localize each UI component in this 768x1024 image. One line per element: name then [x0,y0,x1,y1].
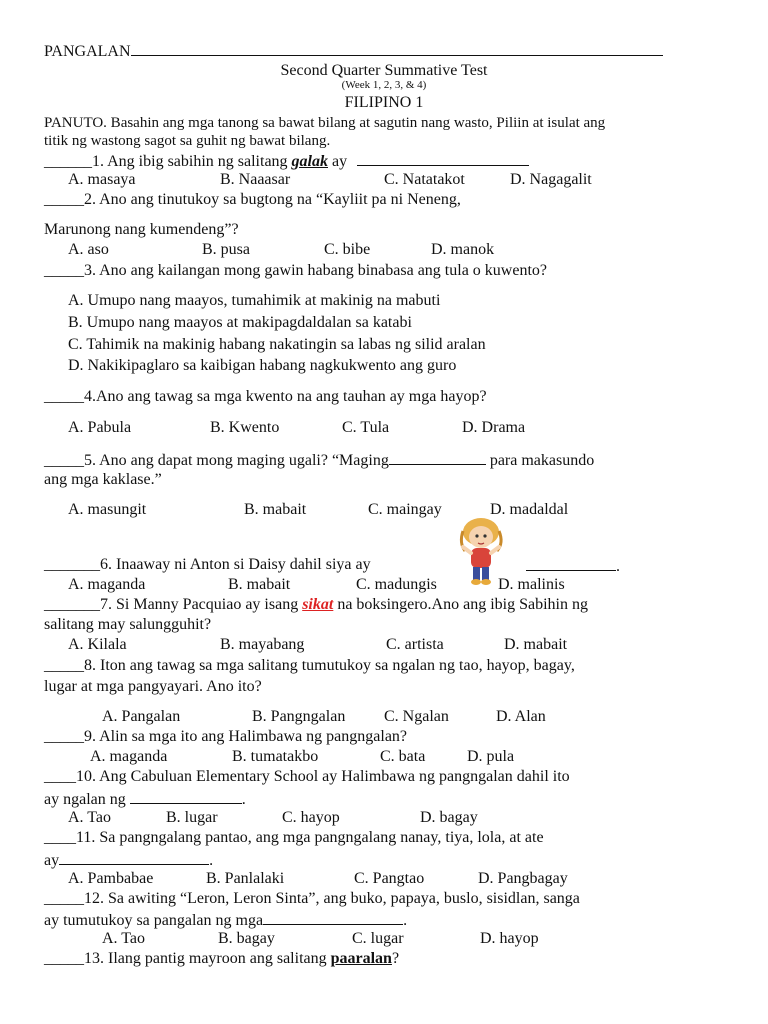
question-9 [44,727,407,747]
q10-option-d[interactable]: D. bagay [420,809,478,826]
answer-blank[interactable]: _____ [44,388,84,405]
q5-option-a[interactable]: A. masungit [68,501,147,518]
question-11-line-2: ay . [44,849,213,871]
q11-option-c[interactable]: C. Pangtao [354,870,425,887]
keyword: sikat [302,596,334,613]
answer-blank[interactable]: ______ [44,153,92,170]
question-12 [44,889,580,909]
fill-blank[interactable] [389,449,486,465]
question-5-line-2: ang mga kaklase.” [44,471,162,488]
fill-blank[interactable] [59,849,209,865]
instructions-line-2: titik ng wastong sagot sa guhit ng bawat bilang. [44,133,331,149]
q4-option-d[interactable]: D. Drama [462,419,526,436]
question-6-end: . [526,555,620,577]
q7-option-d[interactable]: D. mabait [504,636,568,653]
fill-blank[interactable] [526,555,616,571]
q3-option-b[interactable]: B. Umupo nang maayos at makipagdaldalan sa katabi [68,314,412,331]
answer-blank[interactable]: _____ [44,191,84,208]
answer-blank[interactable]: _____ [44,262,84,279]
answer-blank[interactable]: _____ [44,950,84,967]
question-10-line-2: ay ngalan ng . [44,788,246,810]
q12-option-c[interactable]: C. lugar [352,930,404,947]
question-text: 7. Si Manny Pacquiao ay isang [100,596,303,613]
question-text: 9. Alin sa mga ito ang Halimbawa ng pangngalan? [84,728,408,745]
keyword: galak [291,153,328,170]
q12-option-d[interactable]: D. hayop [480,930,539,947]
question-text: 3. Ano ang kailangan mong gawin habang binabasa ang tula o kuwento? [84,262,547,279]
fill-blank[interactable] [263,909,403,925]
keyword: paaralan [330,950,392,967]
question-8 [44,656,575,676]
question-text: 11. Sa pangngalang pantao, ang mga pangngalang nanay, tiya, lola, at ate [76,829,544,846]
q6-option-b[interactable]: B. mabait [228,576,291,593]
fill-blank[interactable] [357,150,529,166]
q6-option-a[interactable]: A. maganda [68,576,146,593]
question-13 [44,949,399,969]
question-7-line-2: salitang may salungguhit? [44,616,212,633]
q3-option-a[interactable]: A. Umupo nang maayos, tumahimik at makinig na mabuti [68,292,441,309]
q2-option-b[interactable]: B. pusa [202,241,250,258]
question-text: 8. Iton ang tawag sa mga salitang tumutukoy sa ngalan ng tao, hayop, bagay, [84,657,575,674]
q6-option-c[interactable]: C. madungis [356,576,437,593]
q1-option-d[interactable]: D. Nagagalit [510,171,592,188]
q9-option-b[interactable]: B. tumatakbo [232,748,319,765]
q8-option-d[interactable]: D. Alan [496,708,546,725]
question-6 [44,555,371,575]
q4-option-b[interactable]: B. Kwento [210,419,280,436]
q7-option-c[interactable]: C. artista [386,636,444,653]
q9-option-c[interactable]: C. bata [380,748,426,765]
test-title: Second Quarter Summative Test [280,62,488,79]
q5-option-d[interactable]: D. madaldal [490,501,569,518]
name-line [44,40,663,62]
question-8-line-2: lugar at mga pangyayari. Ano ito? [44,678,262,695]
q1-option-c[interactable]: C. Natatakot [384,171,465,188]
q9-option-a[interactable]: A. maganda [90,748,168,765]
q3-option-d[interactable]: D. Nakikipaglaro sa kaibigan habang nagkukwento ang guro [68,357,457,374]
answer-blank[interactable]: _____ [44,657,84,674]
q10-option-b[interactable]: B. lugar [166,809,218,826]
q12-option-a[interactable]: A. Tao [102,930,146,947]
q7-option-a[interactable]: A. Kilala [68,636,127,653]
question-4 [44,387,487,407]
question-text: ay [328,153,348,170]
answer-blank[interactable]: _____ [44,728,84,745]
q2-option-c[interactable]: C. bibe [324,241,371,258]
q1-option-b[interactable]: B. Naaasar [220,171,291,188]
question-text: 1. Ang ibig sabihin ng salitang [92,153,292,170]
question-2 [44,190,461,210]
question-text: 10. Ang Cabuluan Elementary School ay Halimbawa ng pangngalan dahil ito [76,768,570,785]
question-text: ? [391,950,400,967]
fill-blank[interactable] [130,788,242,804]
q4-option-a[interactable]: A. Pabula [68,419,132,436]
instructions-line-1: PANUTO. Basahin ang mga tanong sa bawat bilang at sagutin nang wasto, Piliin at isulat ang [44,115,606,131]
question-12-line-2: ay tumutukoy sa pangalan ng mga . [44,909,407,931]
question-2-line-2: Marunong nang kumendeng”? [44,221,239,238]
question-text: 5. Ano ang dapat mong maging ugali? “Maging [84,452,389,469]
question-5 [44,449,594,471]
q11-option-b[interactable]: B. Panlalaki [206,870,285,887]
q2-option-d[interactable]: D. manok [431,241,495,258]
q8-option-b[interactable]: B. Pangngalan [252,708,346,725]
q9-option-d[interactable]: D. pula [467,748,515,765]
name-blank[interactable] [131,40,663,56]
q2-option-a[interactable]: A. aso [68,241,109,258]
question-text: 12. Sa awiting “Leron, Leron Sinta”, ang buko, papaya, buslo, sisidlan, sanga [84,890,580,907]
q10-option-c[interactable]: C. hayop [282,809,340,826]
q8-option-a[interactable]: A. Pangalan [102,708,181,725]
q11-option-d[interactable]: D. Pangbagay [478,870,568,887]
answer-blank[interactable]: _______ [44,596,100,613]
q5-option-c[interactable]: C. maingay [368,501,442,518]
q3-option-c[interactable]: C. Tahimik na makinig habang nakatingin sa labas ng silid aralan [68,336,486,353]
question-text: para makasundo [485,452,595,469]
answer-blank[interactable]: _____ [44,452,84,469]
answer-blank[interactable]: _______ [44,556,100,573]
q1-option-a[interactable]: A. masaya [68,171,136,188]
question-3 [44,261,547,281]
answer-blank[interactable]: ____ [44,768,76,785]
question-1 [44,150,529,172]
test-weeks: (Week 1, 2, 3, & 4) [341,79,427,91]
question-11 [44,828,544,848]
question-10 [44,767,570,787]
name-label: PANGALAN [44,43,131,60]
q8-option-c[interactable]: C. Ngalan [384,708,449,725]
q10-option-a[interactable]: A. Tao [68,809,112,826]
q11-option-a[interactable]: A. Pambabae [68,870,154,887]
answer-blank[interactable]: _____ [44,890,84,907]
q4-option-c[interactable]: C. Tula [342,419,390,436]
q12-option-b[interactable]: B. bagay [218,930,275,947]
question-text: 13. Ilang pantig mayroon ang salitang [84,950,331,967]
question-text: 6. Inaaway ni Anton si Daisy dahil siya ay [100,556,371,573]
question-text: na boksingero.Ano ang ibig Sabihin ng [333,596,588,613]
subject-title: FILIPINO 1 [344,94,424,111]
question-7 [44,595,588,615]
answer-blank[interactable]: ____ [44,829,76,846]
question-text: 2. Ano ang tinutukoy sa bugtong na “Kayliit pa ni Neneng, [84,191,461,208]
q5-option-b[interactable]: B. mabait [244,501,307,518]
q7-option-b[interactable]: B. mayabang [220,636,305,653]
question-text: 4.Ano ang tawag sa mga kwento na ang tauhan ay mga hayop? [84,388,487,405]
q6-option-d[interactable]: D. malinis [498,576,565,593]
